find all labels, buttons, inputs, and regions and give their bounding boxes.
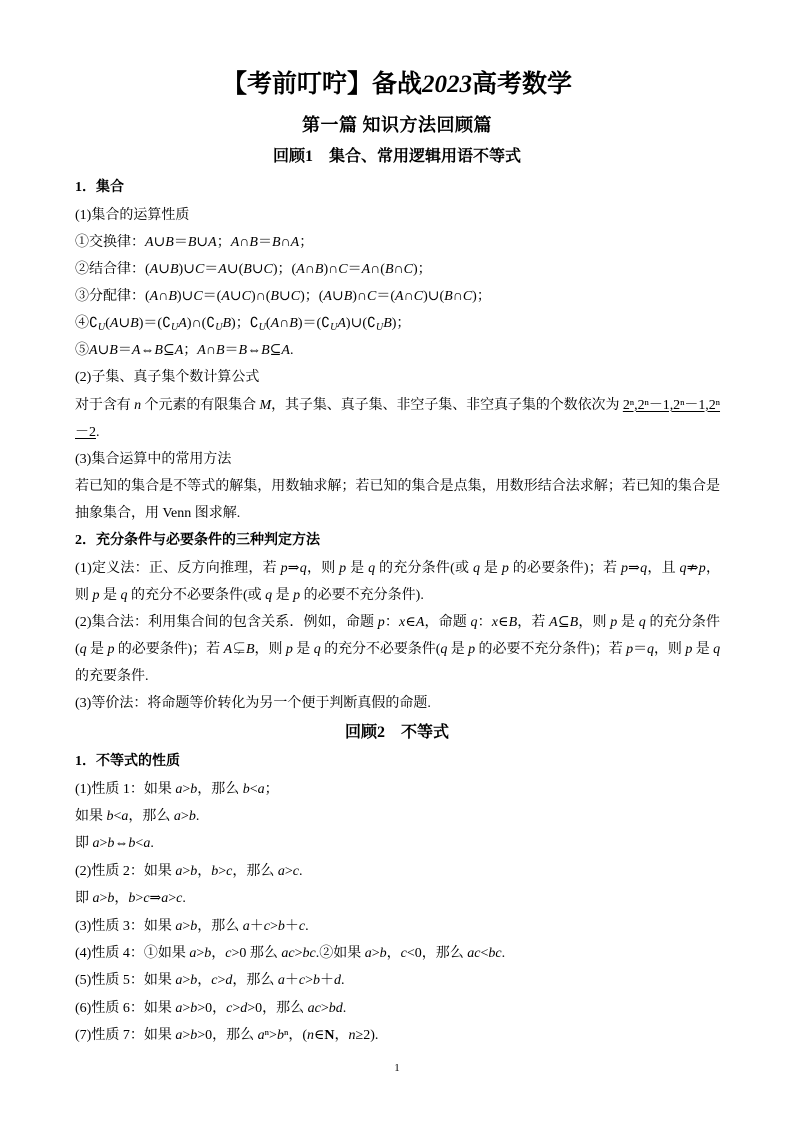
- math-variable: c: [211, 973, 218, 989]
- text-line: 则 p 是 q 的充分不必要条件(或 q 是 p 的必要不充分条件).: [75, 587, 424, 603]
- math-variable: A: [149, 261, 159, 277]
- text-line: ①交换律：A∪B＝B∪A；A∩B＝B∩A；: [75, 234, 314, 250]
- math-variable: B: [154, 343, 163, 359]
- math-variable: b: [190, 918, 198, 934]
- math-variable: B: [165, 234, 174, 250]
- math-variable: b: [190, 973, 198, 989]
- math-variable: A: [415, 614, 425, 630]
- math-variable: A: [197, 343, 206, 359]
- math-variable: A: [149, 289, 159, 305]
- math-variable: b: [190, 863, 198, 879]
- math-variable: b: [190, 1000, 198, 1016]
- math-variable: B: [168, 289, 177, 305]
- math-variable: B: [383, 316, 392, 332]
- text-line: [75, 419, 720, 446]
- math-variable: A: [89, 343, 98, 359]
- math-variable: a: [175, 781, 183, 797]
- math-variable: p: [468, 642, 476, 658]
- math-variable: A: [281, 343, 290, 359]
- math-variable: C: [367, 289, 377, 305]
- math-variable: a: [257, 1028, 265, 1044]
- universal-set-subscript: U: [97, 322, 106, 334]
- math-variable: p: [685, 642, 693, 658]
- math-variable: p: [107, 642, 115, 658]
- text-line: (3)等价法：将命题等价转化为另一个便于判断真假的命题.: [75, 696, 431, 712]
- text-line: 抽象集合，用 Venn 图求解.: [75, 506, 241, 522]
- text-line: [75, 392, 720, 419]
- math-variable: B: [444, 289, 453, 305]
- complement-symbol: $∁_U$: [249, 316, 266, 334]
- math-variable: M: [259, 397, 272, 413]
- math-variable: b: [107, 891, 115, 907]
- text-line: (2)集合法：利用集合间的包含关系．例如，命题 p：x∈A，命题 q：x∈B，若 A⊆B，则 p 是 q 的充分条件: [75, 614, 721, 630]
- math-variable: c: [226, 1000, 233, 1016]
- math-variable: c: [226, 863, 233, 879]
- math-variable: C: [290, 289, 301, 305]
- text-line: 即 a>b⇔b<a.: [75, 836, 154, 852]
- math-variable: b: [242, 781, 250, 797]
- text-line: (6)性质 6：如果 a>b>0，c>d>0，那么 ac>bd.: [75, 1000, 347, 1016]
- review-1-heading: 回顾1 集合、常用逻辑用语不等式: [272, 148, 521, 165]
- math-variable: c: [263, 918, 270, 934]
- text-line: ⑤A∪B＝A⇔B⊆A；A∩B＝B⇔B⊆A.: [75, 343, 294, 359]
- math-variable: B: [508, 614, 518, 630]
- math-variable: A: [223, 642, 233, 658]
- text-line: ③分配律：(A∩B)∪C＝(A∪C)∩(B∪C)；(A∪B)∩C＝(A∩C)∪(B∩C)；: [75, 289, 491, 305]
- text-line: 若已知的集合是不等式的解集，用数轴求解；若已知的集合是点集，用数形结合法求解；若已知的集合是: [75, 479, 720, 495]
- title-prefix: 【考前叮咛】备战: [221, 71, 422, 98]
- math-variable: p: [610, 614, 618, 630]
- math-variable: b: [379, 946, 387, 962]
- text-line: (2)性质 2：如果 a>b，b>c，那么 a>c.: [75, 863, 303, 879]
- math-variable: bc: [302, 946, 316, 962]
- math-variable: q: [647, 642, 654, 658]
- math-variable: B: [270, 289, 279, 305]
- math-variable: b: [277, 918, 285, 934]
- math-variable: A: [178, 316, 187, 332]
- natural-numbers-symbol: N: [324, 1028, 335, 1044]
- math-variable: a: [175, 973, 183, 989]
- math-variable: B: [169, 261, 179, 277]
- math-variable: ac: [307, 1000, 321, 1016]
- math-variable: a: [175, 1000, 183, 1016]
- math-variable: x: [398, 614, 406, 630]
- title-year: 2023: [422, 71, 472, 98]
- math-variable: p: [293, 587, 301, 603]
- math-variable: B: [246, 642, 255, 658]
- text-line: 的充要条件.: [75, 669, 149, 685]
- math-variable: a: [277, 863, 285, 879]
- math-variable: c: [225, 946, 232, 962]
- math-variable: a: [277, 973, 285, 989]
- review-1-body: [75, 174, 720, 717]
- math-variable: c: [143, 891, 150, 907]
- math-variable: A: [218, 261, 227, 277]
- text-run: .: [96, 424, 100, 440]
- math-variable: p: [377, 614, 385, 630]
- math-variable: b: [211, 863, 219, 879]
- text-line: (2)子集、真子集个数计算公式: [75, 370, 260, 386]
- math-variable: A: [323, 289, 332, 305]
- subsection-heading: 1．集合: [75, 180, 124, 196]
- math-variable: A: [296, 261, 305, 277]
- math-variable: q: [120, 587, 128, 603]
- text-line: (1)定义法：正、反方向推理，若 p⇒q，则 p 是 q 的充分条件(或 q 是 p 的必要条件)；若 p⇒q，且 q⇏p，: [75, 560, 721, 576]
- math-variable: q: [472, 560, 481, 576]
- math-variable: B: [249, 234, 258, 250]
- text-line: (5)性质 5：如果 a>b，c>d，那么 a＋c>b＋d.: [75, 973, 345, 989]
- math-variable: A: [145, 234, 154, 250]
- math-variable: C: [462, 289, 473, 305]
- math-variable: A: [395, 289, 404, 305]
- math-variable: p: [698, 560, 706, 576]
- math-variable: b: [128, 836, 136, 852]
- math-variable: q: [638, 614, 646, 630]
- math-variable: n: [134, 397, 142, 413]
- math-variable: a: [175, 918, 183, 934]
- math-variable: q: [313, 642, 321, 658]
- math-variable: b: [190, 1028, 198, 1044]
- math-variable: q: [299, 560, 307, 576]
- math-variable: B: [289, 316, 298, 332]
- math-variable: q: [713, 642, 721, 658]
- text-line: (7)性质 7：如果 a>b>0，那么 aⁿ>bⁿ，(n∈N，n≥2).: [75, 1028, 379, 1044]
- math-variable: p: [620, 560, 629, 576]
- complement-symbol: $∁_U$: [321, 316, 338, 334]
- math-variable: d: [333, 973, 341, 989]
- math-variable: B: [222, 316, 232, 332]
- math-variable: b: [188, 809, 196, 825]
- math-variable: d: [225, 973, 233, 989]
- universal-set-subscript: U: [330, 322, 338, 334]
- text-line: (3)集合运算中的常用方法: [75, 451, 232, 467]
- math-variable: b: [204, 946, 212, 962]
- math-variable: b: [276, 1028, 284, 1044]
- text-line: (3)性质 3：如果 a>b，那么 a＋c>b＋c.: [75, 918, 309, 934]
- universal-set-subscript: U: [215, 322, 223, 334]
- math-variable: a: [175, 1028, 183, 1044]
- math-variable: c: [292, 863, 299, 879]
- math-variable: C: [413, 289, 424, 305]
- math-variable: B: [238, 343, 248, 359]
- math-variable: A: [337, 316, 346, 332]
- math-variable: C: [193, 289, 203, 305]
- math-variable: B: [271, 234, 281, 250]
- math-variable: A: [361, 261, 371, 277]
- math-variable: b: [106, 809, 114, 825]
- text-run: 对于含有 n 个元素的有限集合 M，其子集、真子集、非空子集、非空真子集的个数依次为: [75, 397, 623, 413]
- math-variable: A: [270, 316, 280, 332]
- math-variable: p: [285, 642, 293, 658]
- math-variable: b: [128, 891, 136, 907]
- math-variable: b: [190, 781, 198, 797]
- document-title: [0, 66, 794, 104]
- math-variable: a: [161, 891, 169, 907]
- text-line: (4)性质 4：①如果 a>b，c>0 那么 ac>bc.②如果 a>b，c<0，那么 ac<bc.: [75, 946, 506, 962]
- math-variable: C: [241, 289, 251, 305]
- universal-set-subscript: U: [170, 322, 179, 334]
- math-variable: q: [265, 587, 273, 603]
- text-line: 即 a>b，b>c⇒a>c.: [75, 891, 186, 907]
- math-variable: ac: [467, 946, 481, 962]
- math-variable: b: [312, 973, 320, 989]
- math-variable: A: [290, 234, 300, 250]
- math-variable: a: [92, 836, 100, 852]
- text-line: ②结合律：(A∪B)∪C＝A∪(B∪C)；(A∩B)∩C＝A∩(B∩C)；: [75, 261, 432, 277]
- complement-symbol: $∁_U$: [89, 316, 106, 334]
- math-variable: B: [109, 343, 118, 359]
- math-variable: B: [187, 234, 197, 250]
- subsection-heading: 2．充分条件与必要条件的三种判定方法: [75, 533, 320, 549]
- title-suffix: 高考数学: [472, 71, 573, 98]
- math-variable: c: [176, 891, 183, 907]
- math-variable: b: [107, 836, 115, 852]
- math-variable: a: [173, 809, 181, 825]
- math-variable: p: [92, 587, 100, 603]
- math-variable: B: [343, 289, 353, 305]
- math-variable: B: [130, 316, 139, 332]
- math-variable: q: [79, 642, 87, 658]
- math-variable: C: [194, 261, 205, 277]
- math-variable: A: [174, 343, 184, 359]
- math-variable: B: [314, 261, 324, 277]
- complement-symbol: $∁_U$: [206, 316, 223, 334]
- text-line: (1)性质 1：如果 a>b，那么 b<a；: [75, 781, 279, 797]
- text-line: (1)集合的运算性质: [75, 207, 190, 223]
- math-variable: x: [491, 614, 499, 630]
- math-variable: c: [298, 918, 306, 934]
- math-variable: d: [240, 1000, 248, 1016]
- math-variable: A: [131, 343, 141, 359]
- math-variable: C: [403, 261, 413, 277]
- math-variable: A: [549, 614, 558, 630]
- math-variable: c: [298, 973, 306, 989]
- math-variable: B: [384, 261, 394, 277]
- underlined-answer: －2: [75, 424, 96, 440]
- math-variable: a: [242, 918, 250, 934]
- math-variable: q: [470, 614, 478, 630]
- math-variable: bc: [488, 946, 502, 962]
- review-2-body: [75, 748, 720, 1049]
- math-variable: a: [257, 781, 265, 797]
- math-variable: A: [208, 234, 217, 250]
- math-variable: B: [569, 614, 579, 630]
- math-variable: a: [121, 809, 129, 825]
- underlined-answer: 2ⁿ,2ⁿ－1,2ⁿ－1,2ⁿ: [622, 397, 721, 413]
- math-variable: p: [339, 560, 347, 576]
- math-variable: q: [679, 560, 687, 576]
- math-variable: B: [261, 343, 270, 359]
- math-variable: p: [501, 560, 510, 576]
- math-variable: c: [400, 946, 407, 962]
- math-variable: A: [109, 316, 119, 332]
- math-variable: p: [626, 642, 634, 658]
- math-variable: p: [280, 560, 288, 576]
- math-variable: a: [143, 836, 151, 852]
- subsection-heading: 1．不等式的性质: [75, 754, 180, 770]
- math-variable: a: [92, 891, 100, 907]
- math-variable: q: [640, 560, 648, 576]
- math-variable: B: [243, 261, 252, 277]
- page-number: 1: [394, 1062, 400, 1074]
- math-variable: q: [368, 560, 376, 576]
- math-variable: A: [221, 289, 230, 305]
- math-variable: B: [215, 343, 225, 359]
- math-variable: C: [338, 261, 348, 277]
- math-variable: A: [230, 234, 240, 250]
- complement-symbol: $∁_U$: [366, 316, 384, 334]
- math-variable: n: [307, 1028, 315, 1044]
- math-variable: q: [440, 642, 448, 658]
- math-variable: a: [364, 946, 372, 962]
- text-line: 如果 b<a，那么 a>b.: [75, 809, 200, 825]
- text-line: (q 是 p 的必要条件)；若 A⊊B，则 p 是 q 的充分不必要条件(q 是 p 的必要不充分条件)；若 p＝q，则 p 是 q: [75, 642, 721, 658]
- complement-symbol: $∁_U$: [162, 316, 179, 334]
- math-variable: a: [189, 946, 197, 962]
- math-variable: C: [263, 261, 273, 277]
- math-variable: ac: [281, 946, 295, 962]
- universal-set-subscript: U: [375, 322, 384, 334]
- part-title: 第一篇 知识方法回顾篇: [302, 115, 492, 135]
- text-line: $④∁_U(A\cup B)=(∁_UA)\cap(∁_UB)$；$∁_U(A\cap B)=(∁_UA)\cup(∁_UB)$；: [75, 316, 411, 334]
- review-2-heading: 回顾2 不等式: [344, 724, 449, 741]
- math-variable: a: [175, 863, 183, 879]
- math-variable: bd: [328, 1000, 343, 1016]
- universal-set-subscript: U: [258, 322, 266, 334]
- math-variable: n: [348, 1028, 356, 1044]
